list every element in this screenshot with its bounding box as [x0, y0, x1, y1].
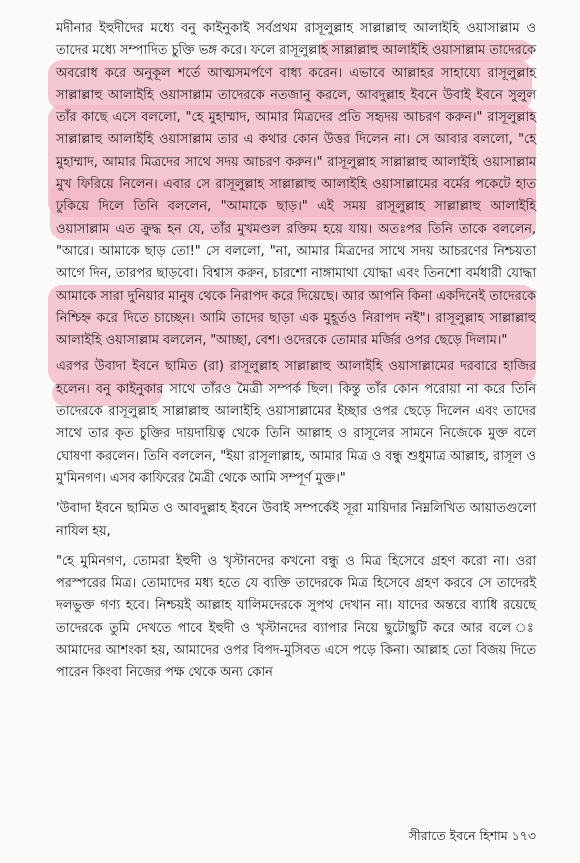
quran-verse-paragraph: "হে মুমিনগণ, তোমরা ইহুদী ও খৃস্টানদের কখনো বন্ধু ও মিত্র হিসেবে গ্রহণ করো না। ওরা পরস্পরের মিত্র। তোমাদের মধ্য হতে যে ব্যক্তি তাদেরকে মিত্র হিসেবে গ্রহণ করবে সে তাদেরই দলভুক্ত গণ্য হবে। নিশ্চয়ই আল্লাহ যালিমদেরকে সুপথ দেখান না। যাদের অন্তরে ব্যাধি রয়েছে তাদেরকে তুমি দেখতে পাবে ইহুদী ও খৃস্টানদের ব্যাপার নিয়ে ছুটোছুটি করে আর বলে ঃ আমাদের আশংকা হয়, আমাদের ওপর বিপদ-মুসিবত এসে পড়ে কিনা। আল্লাহ তো বিজয় দিতে পারেন কিংবা নিজের পক্ষ থেকে অন্য কোন	[56, 553, 536, 681]
paragraph: মদীনার ইহুদীদের মধ্যে বনু কাইনুকাই সর্বপ্রথম রাসূলুল্লাহ সাল্লাল্লাহু আলাইহি ওয়াসাল্লাম ও তাদের মধ্যে সম্পাদিত চুক্তি ভঙ্গ করে। ফলে রাসূলুল্লাহ সাল্লাল্লাহু আলাইহি ওয়াসাল্লাম তাদেরকে অবরোধ করে অনুকূল শর্তে আত্মসমর্পণে বাধ্য করেন। এভাবে আল্লাহর সাহায্যে রাসূলুল্লাহ সাল্লাল্লাহু আলাইহি ওয়াসাল্লাম তাদেরকে নতজানু করলে, আবদুল্লাহ ইবনে উবাই ইবনে সুলুল তাঁর কাছে এসে বললো, "হে মুহাম্মাদ, আমার মিত্রদের প্রতি সহৃদয় আচরণ করুন।" রাসূলুল্লাহ সাল্লাল্লাহু আলাইহি ওয়াসাল্লাম তার এ কথার কোন উত্তর দিলেন না। সে আবার বললো, "হে মুহাম্মাদ, আমার মিত্রদের সাথে সদয় আচরণ করুন।" রাসূলুল্লাহ সাল্লাল্লাহু আলাইহি ওয়াসাল্লাম মুখ ফিরিয়ে নিলেন। এবার সে রাসূলুল্লাহ সাল্লাল্লাহু আলাইহি ওয়াসাল্লামের বর্মের পকেটে হাত ঢুকিয়ে দিলে তিনি বললেন, "আমাকে ছাড়।" এই সময় রাসূলুল্লাহ সাল্লাল্লাহু আলাইহি ওয়াসাল্লাম এত ক্রুদ্ধ হন যে, তাঁর মুখমণ্ডল রক্তিম হয়ে যায়। অতঃপর তিনি তাকে বললেন, "আরে। আমাকে ছাড় তো!" সে বললো, "না, আমার মিত্রদের সাথে সদয় আচরণের নিশ্চয়তা আগে দিন, তারপর ছাড়বো। বিশ্বাস করুন, চারশো নাঙ্গামাথা যোদ্ধা এবং তিনশো বর্মধারী যোদ্ধা আমাকে সারা দুনিয়ার মানুষ থেকে নিরাপদ করে দিয়েছে। আর আপনি কিনা একদিনেই তাদেরকে নিশ্চিহ্ন করে দিতে চাচ্ছেন। আমি তাদের ছাড়া এক মুহূর্তও নিরাপদ নই"। রাসূলুল্লাহ সাল্লাল্লাহু আলাইহি ওয়াসাল্লাম বললেন, "আচ্ছা, বেশ। ওদেরকে তোমার মর্জির ওপর ছেড়ে দিলাম।"	[56, 21, 536, 349]
paragraph: 'উবাদা ইবনে ছামিত ও আবদুল্লাহ ইবনে উবাই সম্পর্কেই সূরা মায়িদার নিম্নলিখিত আয়াতগুলো নাযিল হয়,	[56, 501, 536, 539]
page-footer: সীরাতে ইবনে হিশাম ১৭৩	[408, 828, 536, 843]
paragraph: এরপর উবাদা ইবনে ছামিত (রা) রাসূলুল্লাহ সাল্লাল্লাহু আলাইহি ওয়াসাল্লামের দরবারে হাজির হলেন। বনু কাইনুকার সাথে তাঁরও মৈত্রী সম্পর্ক ছিল। কিন্তু তাঁর কোন পরোয়া না করে তিনি তাদেরকে রাসূলুল্লাহ সাল্লাল্লাহু আলাইহি ওয়াসাল্লামের ইচ্ছার ওপর ছেড়ে দিলেন এবং তাদের সাথে তার কৃত চুক্তির দায়দায়িত্ব থেকে তিনি আল্লাহ ও রাসূলের সামনে নিজেকে মুক্ত বলে ঘোষণা করলেন। তিনি বললেন, "ইয়া রাসূলাল্লাহ, আমার মিত্র ও বন্ধু শুধুমাত্র আল্লাহ, রাসূল ও মু'মিনগণ। এসব কাফিরের মৈত্রী থেকে আমি সম্পূর্ণ মুক্ত।"	[56, 359, 536, 486]
body-text	[56, 18, 536, 685]
